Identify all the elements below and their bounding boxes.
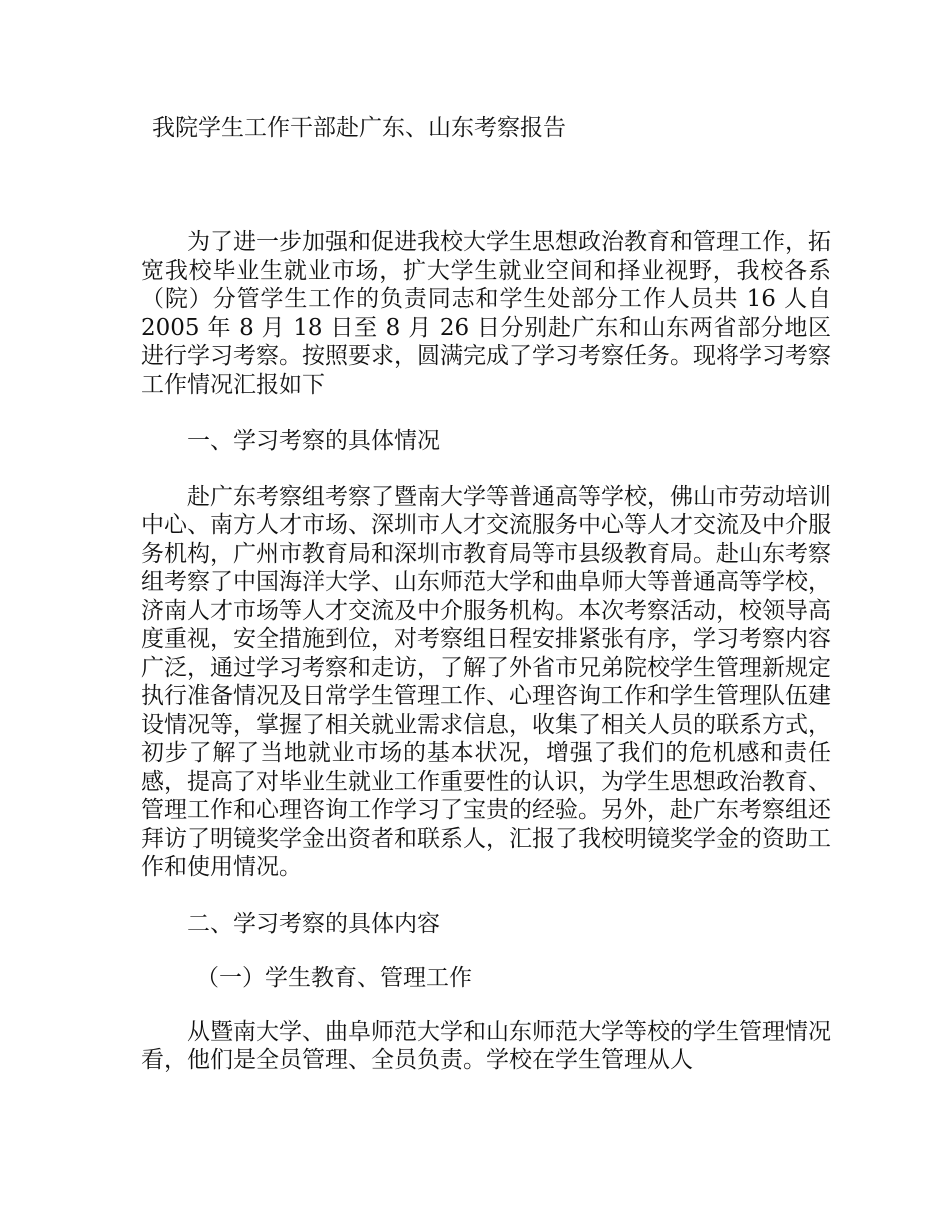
document-title: 我院学生工作干部赴广东、山东考察报告: [152, 115, 566, 141]
section-heading-2: 二、学习考察的具体内容: [187, 910, 440, 937]
section-heading-1: 一、学习考察的具体情况: [187, 428, 440, 454]
intro-paragraph: 为了进一步加强和促进我校大学生思想政治教育和管理工作，拓宽我校毕业生就业市场，扩大学生就业空间和择业视野，我校各系（院）分管学生工作的负责同志和学生处部分工作人员共 16 人自 2005 年 8 月 18 日至 8 月 26 日分别赴广东和山东两省部分地区进行学习考察。按照要求，圆满完成了学习考察任务。现将学习考察工作情况汇报如下: [141, 229, 831, 398]
section-1-paragraph: 赴广东考察组考察了暨南大学等普通高等学校，佛山市劳动培训中心、南方人才市场、深圳市人才交流服务中心等人才交流及中介服务机构，广州市教育局和深圳市教育局等市县级教育局。赴山东考察组考察了中国海洋大学、山东师范大学和曲阜师大等普通高等学校，济南人才市场等人才交流及中介服务机构。本次考察活动，校领导高度重视，安全措施到位，对考察组日程安排紧张有序，学习考察内容广泛，通过学习考察和走访，了解了外省市兄弟院校学生管理新规定执行准备情况及日常学生管理工作、心理咨询工作和学生管理队伍建设情况等，掌握了相关就业需求信息，收集了相关人员的联系方式，初步了解了当地就业市场的基本状况，增强了我们的危机感和责任感，提高了对毕业生就业工作重要性的认识，为学生思想政治教育、管理工作和心理咨询工作学习了宝贵的经验。另外，赴广东考察组还拜访了明镜奖学金出资者和联系人，汇报了我校明镜奖学金的资助工作和使用情况。: [141, 483, 831, 880]
subsection-heading-1: （一）学生教育、管理工作: [196, 965, 472, 991]
subsection-1-paragraph: 从暨南大学、曲阜师范大学和山东师范大学等校的学生管理情况看，他们是全员管理、全员负责。学校在学生管理从人: [141, 1018, 831, 1073]
document-body: [141, 228, 831, 1075]
